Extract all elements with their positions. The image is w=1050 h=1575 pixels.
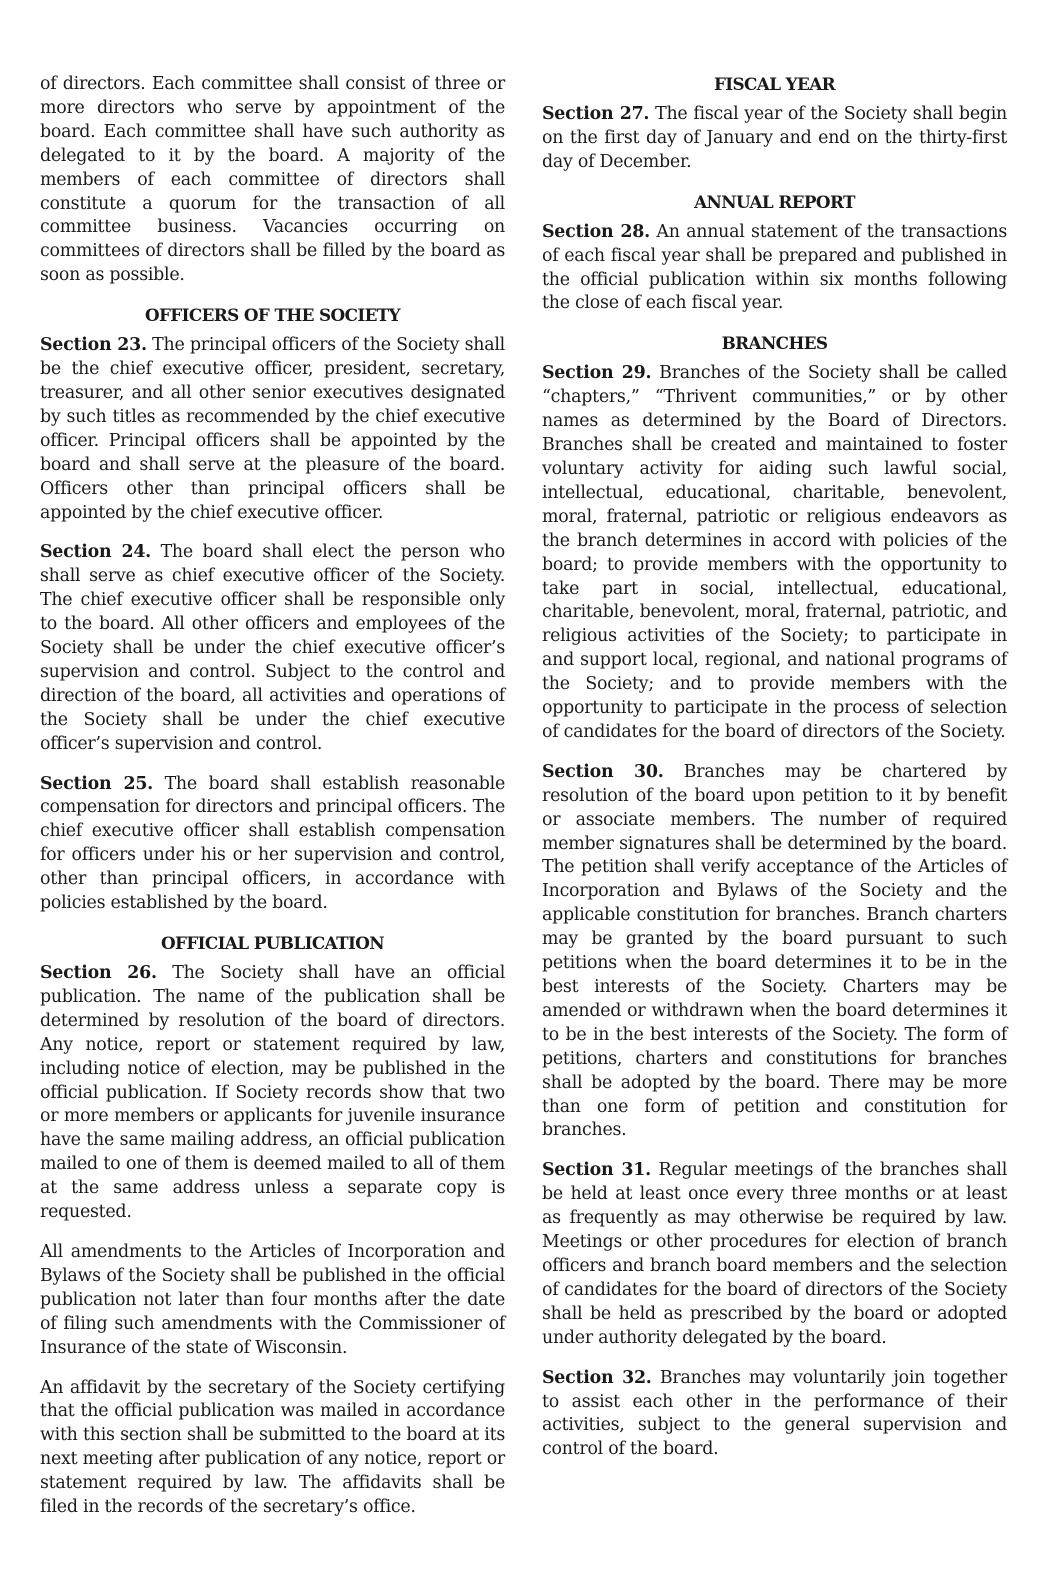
section-28-text: An annual statement of the transactions of each fiscal year shall be prepared and published in the official publication within six months following the close of each fiscal year. (542, 221, 1008, 314)
section-32 (542, 1367, 1007, 1463)
section-32-text: Branches may voluntarily join together to assist each other in the performance of their activities, subject to the general supervision and control of the board. (542, 1367, 1007, 1460)
heading-fiscal-year: FISCAL YEAR (713, 74, 836, 94)
section-24-label: Section 24. (40, 542, 151, 563)
section-24-text: The board shall elect the person who shall serve as chief executive officer of the Society. The chief executive officer shall be responsible only to the board. All other officers and employees of the Society shall be under the chief executive officer’s supervision and control. Subject to the control and direction of the board, all activities and operations of the Society shall be under the chief executive officer’s supervision and control. (40, 542, 505, 754)
section-26-text: The Society shall have an official publication. The name of the publication shall be determined by resolution of the board of directors. Any notice, report or statement required by law, including notice of election, may be published in the official publication. If Society records show that two or more members or applicants for juvenile insurance have the same mailing address, an official publication mailed to one of them is deemed mailed to all of them at the same address unless a separate copy is requested. (40, 963, 506, 1223)
heading-official-publication: OFFICIAL PUBLICATION (160, 933, 384, 953)
section-30-text: Branches may be chartered by resolution of the board upon petition to it by benefit or associate members. The number of required member signatures shall be determined by the board. The petition shall verify acceptance of the Articles of Incorporation and Bylaws of the Society and the applicable constitution for branches. Branch charters may be granted by the board pursuant to such petitions when the board determines it to be in the best interests of the Society. Charters may be amended or withdrawn when the board determines it to be in the best interests of the Society. The form of petitions, charters and constitutions for branches shall be adopted by the board. There may be more than one form of petition and constitution for branches. (542, 761, 1007, 1141)
heading-annual-report: ANNUAL REPORT (694, 191, 855, 212)
section-23-label: Section 23. (40, 335, 147, 356)
section-29-text: Branches of the Society shall be called “chapters,” “Thrivent communities,” or by other names as determined by the Board of Directors. Branches shall be created and maintained to foster voluntary activity for aiding such lawful social, intellectual, educational, charitable, benevolent, moral, fraternal, patriotic or religious endeavors as the branch determines in accord with policies of the board; to provide members with the opportunity to take part in social, intellectual, educational, charitable, benevolent, moral, fraternal, patriotic, and religious activities of the Society; to participate in and support local, regional, and national programs of the Society; and to provide members with the opportunity to participate in the process of selection of candidates for the board of directors of the Society. (542, 363, 1008, 742)
section-25-text: The board shall establish reasonable compensation for directors and principal officers. The chief executive officer shall establish compensation for officers under his or her supervision and control, other than principal officers, in accordance with policies established by the board. (40, 773, 505, 914)
heading-branches: BRANCHES (721, 333, 828, 354)
affidavit-paragraph: An affidavit by the secretary of the Society certifying that the official publication was mailed in accordance with this section shall be submitted to the board at its next meeting after publication of any notice, report or statement required by law. The affidavits shall be filed in the records of the secretary’s office. (40, 1377, 505, 1518)
section-31-label: Section 31. (542, 1160, 651, 1181)
section-28 (542, 221, 1007, 317)
amendments-paragraph: All amendments to the Articles of Incorporation and Bylaws of the Society shall be published in the official publication not later than four months after the date of filing such amendments with the Commissioner of Insurance of the state of Wisconsin. (40, 1241, 505, 1358)
section-23 (40, 334, 505, 525)
section-27 (542, 103, 1007, 175)
heading-officers-of-the-society: OFFICERS OF THE SOCIETY (144, 305, 401, 326)
section-26 (40, 962, 505, 1225)
section-23-text: The principal officers of the Society shall be the chief executive officer, president, secretary, treasurer, and all other senior executives designated by such titles as recommended by the chief executive officer. Principal officers shall be appointed by the board and shall serve at the pleasure of the board. Officers other than principal officers shall be appointed by the chief executive officer. (40, 335, 505, 523)
section-27-text: The fiscal year of the Society shall begin on the first day of January and end on the thirty-first day of December. (542, 104, 1007, 172)
section-24 (40, 541, 505, 756)
committees-paragraph: of directors. Each committee shall consist of three or more directors who serve by appointment of the board. Each committee shall have such authority as delegated to it by the board. A majority of the members of each committee of directors shall constitute a quorum for the transaction of all committee business. Vacancies occurring on committees of directors shall be filled by the board as soon as possible. (40, 74, 505, 286)
section-32-label: Section 32. (542, 1367, 652, 1388)
right-column (542, 73, 1007, 1478)
section-29-label: Section 29. (542, 363, 652, 384)
section-25 (40, 773, 505, 916)
section-25-label: Section 25. (40, 773, 153, 794)
section-31-text: Regular meetings of the branches shall be held at least once every three months or at least as frequently as may otherwise be required by law. Meetings or other procedures for election of branch officers and branch board members and the selection of candidates for the board of directors of the Society shall be held as prescribed by the board or adopted under authority delegated by the board. (542, 1160, 1008, 1348)
section-30 (542, 761, 1007, 1144)
section-30-label: Section 30. (542, 761, 664, 782)
section-26-label: Section 26. (40, 963, 157, 983)
section-31 (542, 1159, 1007, 1350)
section-28-label: Section 28. (542, 221, 650, 242)
section-29 (542, 362, 1007, 745)
section-27-label: Section 27. (542, 104, 650, 124)
left-column (40, 73, 505, 1536)
